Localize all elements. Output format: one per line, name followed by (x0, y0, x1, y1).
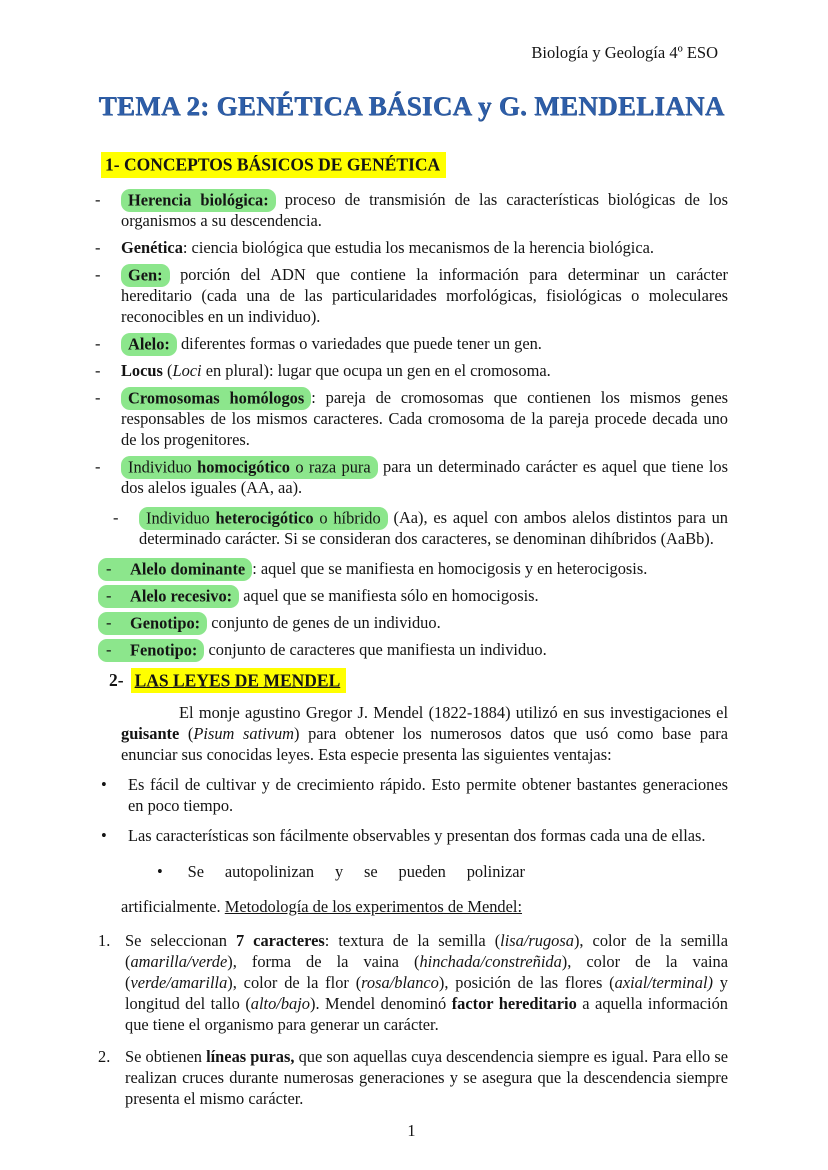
definition-text: aquel que se manifiesta sólo en homocigosis. (243, 586, 539, 606)
definition-herencia (95, 189, 728, 231)
dash-marker: - (106, 559, 112, 579)
page-number: 1 (407, 1121, 416, 1141)
latin-term: Loci (172, 361, 202, 381)
definition-alelo (95, 333, 728, 354)
advantage-text: Es fácil de cultivar y de crecimiento rápido. Esto permite obtener bastantes generaciones en poco tiempo. (128, 775, 728, 816)
bullet-marker: • (157, 862, 163, 882)
intro-paragraph: El monje agustino Gregor J. Mendel (1822-1884) utilizó en sus investigaciones el guisante (Pisum sativum) para obtener los numerosos datos que usó como base para enunciar sus conocidas leyes. Esta especie presenta las siguientes ventajas: (121, 703, 728, 765)
dash-marker: - (95, 457, 101, 477)
term: guisante (121, 724, 180, 744)
section-2-number: 2- (109, 670, 124, 691)
yellow-highlight: LAS LEYES DE MENDEL (131, 668, 347, 694)
bullet-marker: • (101, 826, 107, 846)
advantage-item (95, 825, 728, 846)
number-marker: 2. (98, 1047, 111, 1067)
definition-recesivo (95, 585, 728, 606)
definition-text: porción del ADN que contiene la información para determinar un carácter hereditario (cada una de las particularidades morfológicas, fisiológicas o moleculares reconocibles en un individuo). (121, 265, 728, 327)
definition-text: proceso de transmisión de las características biológicas de los organismos a su descendencia. (121, 190, 728, 231)
term: Genética (121, 238, 183, 258)
dash-marker: - (95, 238, 101, 258)
latin-term: Pisum sativum (193, 724, 294, 744)
dash-marker: - (95, 361, 101, 381)
section-1-heading (101, 154, 728, 176)
advantage-text: Las características son fácilmente observables y presentan dos formas cada una de ellas. (128, 826, 706, 846)
definition-homocigotico (95, 456, 728, 498)
methodology-item-1: 1. Se seleccionan 7 caracteres: textura de la semilla (lisa/rugosa), color de la semilla (amarilla/verde), forma de la vaina (hinchada/constreñida), color de la vaina (verde/amarilla), color de la flor (rosa/blanco), posición de las flores (axial/terminal) y longitud del tallo (alto/bajo). Mendel denominó factor hereditario a aquella información que tiene el organismo para generar un carácter. (95, 930, 728, 1035)
page-title: TEMA 2: GENÉTICA BÁSICA y G. MENDELIANA (98, 91, 725, 122)
highlighted-term: Individuo homocigótico o raza pura (121, 456, 378, 479)
highlighted-term: - Alelo dominante (98, 558, 252, 581)
highlighted-term: Cromosomas homólogos (121, 387, 311, 410)
page-header: Biología y Geología 4º ESO (531, 43, 718, 62)
definition-genetica (95, 237, 728, 258)
term: Locus (121, 361, 163, 381)
dash-marker: - (95, 190, 101, 210)
methodology-item-2: 2. Se obtienen líneas puras, que son aquellas cuya descendencia siempre es igual. Para ello se realizan cruces durante numerosas generaciones y se asegura que la descendencia siempre presenta el mismo carácter. (95, 1046, 728, 1109)
dash-marker: - (95, 265, 101, 285)
definition-text: diferentes formas o variedades que puede tener un gen. (180, 334, 542, 354)
definition-fenotipo (95, 639, 728, 660)
bullet-marker: • (101, 775, 107, 795)
definition-heterocigotico (113, 507, 728, 549)
definition-text: conjunto de caracteres que manifiesta un individuo. (208, 640, 547, 660)
highlighted-term: - Genotipo: (98, 612, 207, 635)
dash-marker: - (106, 586, 112, 606)
number-marker: 1. (98, 931, 111, 951)
definition-text: : ciencia biológica que estudia los mecanismos de la herencia biológica. (182, 238, 654, 258)
definition-text: conjunto de genes de un individuo. (211, 613, 441, 633)
definition-locus: - Locus (Loci en plural): lugar que ocupa un gen en el cromosoma. (95, 361, 551, 381)
section-2-heading (109, 669, 728, 691)
yellow-highlight: 1- CONCEPTOS BÁSICOS DE GENÉTICA (101, 152, 446, 178)
dash-marker: - (95, 334, 101, 354)
definition-text: : pareja de cromosomas que contienen los mismos genes responsables de los mismos caracteres. Cada cromosoma de la pareja procede decada uno de los progenitores. (121, 388, 728, 450)
dash-marker: - (95, 388, 101, 408)
highlighted-term: Individuo heterocigótico o híbrido (139, 507, 388, 530)
dash-marker: - (106, 640, 112, 660)
definition-text: para un determinado carácter es aquel que tiene los dos alelos iguales (AA, aa). (121, 457, 728, 498)
underlined-heading: Metodología de los experimentos de Mendel: (224, 896, 523, 916)
definition-dominante (95, 558, 728, 579)
definition-text: (Aa), es aquel con ambos alelos distintos para un determinado carácter. Si se consideran dos caracteres, se denominan dihíbridos (AaBb). (139, 508, 728, 549)
advantage-item (95, 774, 728, 816)
dash-marker: - (106, 613, 112, 633)
dash-marker: - (113, 508, 119, 528)
definition-genotipo (95, 612, 728, 633)
highlighted-term: Gen: (121, 264, 170, 287)
highlighted-term: - Fenotipo: (98, 639, 204, 662)
highlighted-term: Herencia biológica: (121, 189, 276, 212)
highlighted-term: Alelo: (121, 333, 177, 356)
definition-cromosomas (95, 387, 728, 450)
definition-text: en plural): lugar que ocupa un gen en el cromosoma. (201, 361, 551, 381)
highlighted-term: - Alelo recesivo: (98, 585, 239, 608)
pollination-paragraph: • Se autopolinizan y se pueden polinizar artificialmente. Metodología de los experimentos de Mendel: (121, 862, 525, 916)
definition-gen (95, 264, 728, 327)
definition-text: : aquel que se manifiesta en homocigosis y en heterocigosis. (252, 559, 648, 579)
